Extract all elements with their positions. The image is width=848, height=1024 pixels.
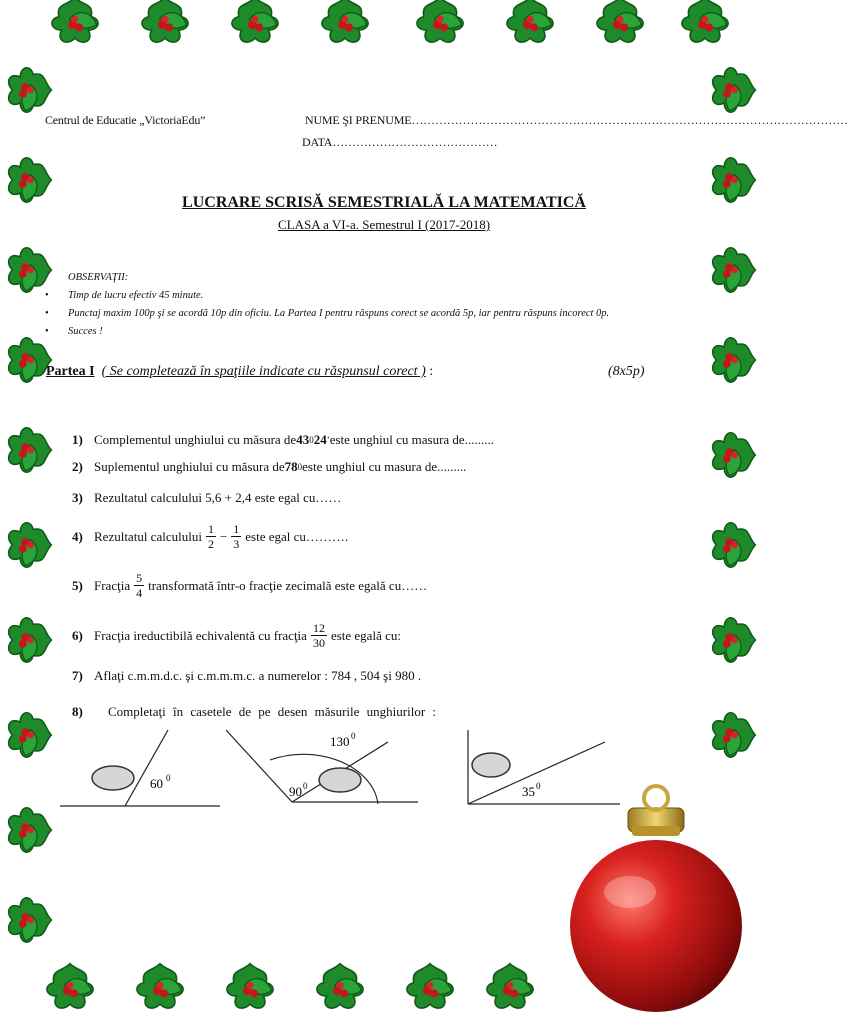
question-8: 8) Completaţi în casetele de pe desen măsurile unghiurilor : [72,704,437,719]
question-1: 1) Complementul unghiului cu măsura de 43 0 24 ’ este unghiul cu masura de......... [72,432,494,447]
part1-instruction: ( Se completează în spaţiile indicate cu răspunsul corect ) [101,364,426,379]
figure-3 [468,730,620,804]
observation-item: • Succes ! [45,326,103,337]
observation-item: • Timp de lucru efectiv 45 minute. [45,290,204,301]
part1-label: Partea I [46,364,95,379]
svg-text:0: 0 [303,781,308,791]
answer-box[interactable] [319,768,361,792]
fraction: $\frac{5}{4}$ [136,571,143,600]
page-subtitle: CLASA a VI-a. Semestrul I (2017-2018) [277,217,491,232]
fraction: $\frac{1}{2}$ [207,522,214,551]
svg-text:0: 0 [351,731,356,741]
svg-text:0: 0 [166,773,171,783]
date-dots: …………………………………… [332,135,498,149]
school-label: Centrul de Educatie „VictoriaEdu” [45,113,206,127]
question-3: 3) Rezultatul calculului 5,6 + 2,4 este egal cu…… [72,490,342,505]
angle-35-label: 35 [522,784,535,799]
answer-box[interactable] [92,766,134,790]
date-label: DATA [302,135,333,149]
svg-text:0: 0 [536,781,541,791]
name-field [305,113,848,128]
name-dots: ………………………………………………………………………………………………… [411,113,848,127]
part1-heading: Partea I ( Se completează în spaţiile indicate cu răspunsul corect ) : [46,364,434,379]
holly-bottom-row [47,964,533,1008]
holly-right-column [713,68,756,757]
angle-60-label: 60 [150,776,163,791]
question-5: 5) Fracţia $\frac{5}{4}$ transformată într-o fracţie zecimală este egală cu…… [72,571,428,600]
fraction: $\frac{1}{3}$ [233,522,240,551]
observation-item: • Punctaj maxim 100p şi se acordă 10p din oficiu. La Partea I pentru răspuns corect se acordă 5p, iar pentru răspuns incorect 0p. [45,308,610,319]
angle-130-label: 130 [330,734,350,749]
angle-figures [0,720,768,820]
holly-top-row [52,0,728,42]
part1-points: (8x5p) [608,364,645,379]
question-4: 4) Rezultatul calculului $\frac{1}{2}$ − $\frac{1}{3}$ este egal cu………. [72,522,349,551]
name-label: NUME ŞI PRENUME [305,113,412,127]
angle-90-label: 90 [289,784,302,799]
question-7: 7) Aflaţi c.m.m.d.c. şi c.m.m.m.c. a numerelor : 784 , 504 şi 980 . [72,668,422,683]
figure-2 [226,730,418,804]
page-title: LUCRARE SCRISĂ SEMESTRIALĂ LA MATEMATICĂ [182,194,586,211]
figure-1 [60,730,220,806]
date-field [302,135,497,150]
answer-box[interactable] [472,753,510,777]
observations-heading: OBSERVAŢII: [68,272,129,283]
question-6: 6) Fracţia ireductibilă echivalentă cu fracţia $\frac{12}{30}$ este egală cu: [72,621,401,650]
question-2: 2) Suplementul unghiului cu măsura de 78 0 este unghiul cu masura de......... [72,459,467,474]
fraction: $\frac{12}{30}$ [312,621,325,650]
